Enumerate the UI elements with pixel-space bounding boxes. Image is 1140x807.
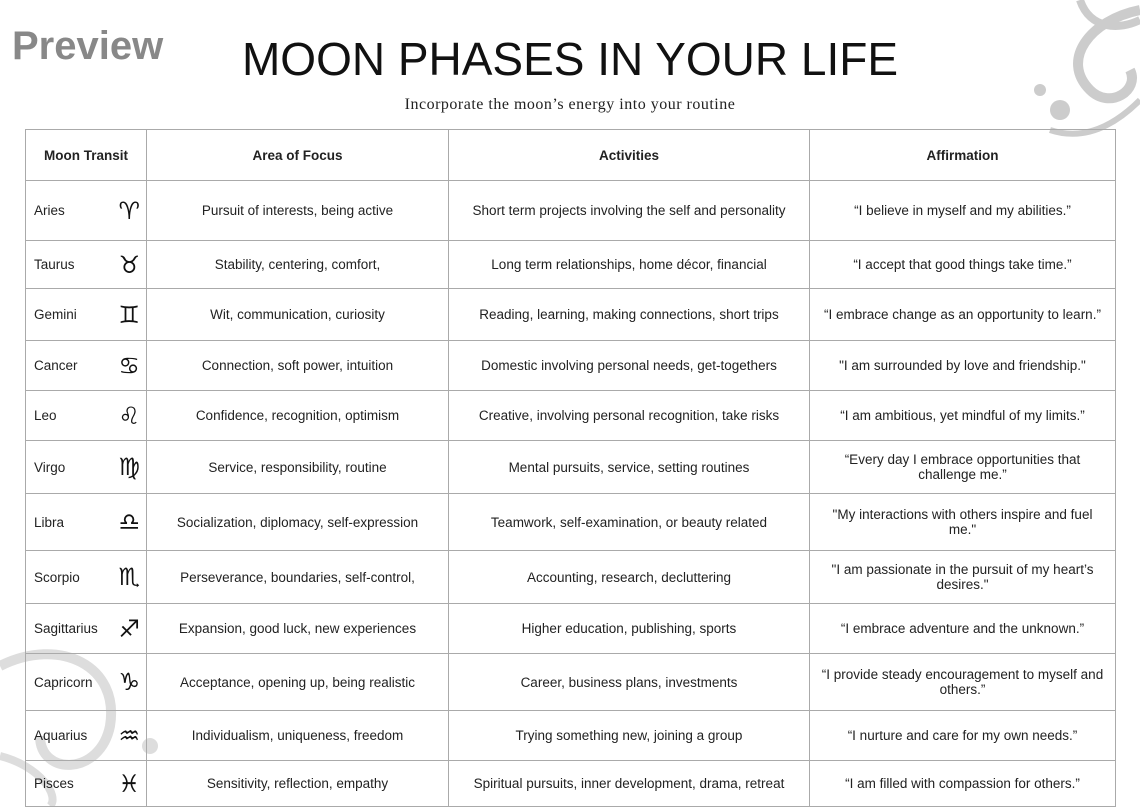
focus-cell: Stability, centering, comfort, [147, 241, 449, 289]
table-row [26, 494, 1116, 551]
activities-cell: Short term projects involving the self and personality [449, 181, 810, 241]
affirmation-cell: "I am passionate in the pursuit of my heart’s desires." [810, 551, 1116, 604]
header-area-of-focus: Area of Focus [147, 130, 449, 181]
sign-name: Capricorn [34, 674, 93, 690]
zodiac-aquarius-icon: ♒︎ [118, 721, 140, 750]
zodiac-aries-icon: ♈︎ [118, 196, 140, 225]
page-subtitle: Incorporate the moon’s energy into your routine [404, 96, 736, 113]
focus-cell: Socialization, diplomacy, self-expression [147, 494, 449, 551]
transit-cell [26, 494, 147, 551]
transit-cell [26, 604, 147, 654]
affirmation-cell: “I embrace change as an opportunity to learn.” [810, 289, 1116, 341]
focus-cell: Connection, soft power, intuition [147, 341, 449, 391]
transit-cell [26, 711, 147, 761]
header-affirmation: Affirmation [810, 130, 1116, 181]
focus-cell: Wit, communication, curiosity [147, 289, 449, 341]
table-row [26, 604, 1116, 654]
transit-cell-content [34, 770, 140, 798]
transit-cell-content [34, 301, 140, 329]
transit-cell [26, 391, 147, 441]
transit-cell [26, 654, 147, 711]
zodiac-virgo-icon: ♍︎ [118, 453, 140, 481]
zodiac-leo-icon: ♌︎ [118, 401, 140, 430]
transit-cell [26, 181, 147, 241]
focus-cell: Sensitivity, reflection, empathy [147, 761, 449, 807]
header-activities: Activities [449, 130, 810, 181]
affirmation-cell: “I nurture and care for my own needs.” [810, 711, 1116, 761]
activities-cell: Long term relationships, home décor, financial [449, 241, 810, 289]
transit-cell [26, 341, 147, 391]
zodiac-pisces-icon: ♓︎ [118, 769, 140, 798]
transit-cell [26, 761, 147, 807]
transit-cell-content [34, 668, 140, 696]
activities-cell: Mental pursuits, service, setting routines [449, 441, 810, 494]
focus-cell: Expansion, good luck, new experiences [147, 604, 449, 654]
affirmation-cell: “I accept that good things take time.” [810, 241, 1116, 289]
transit-cell [26, 241, 147, 289]
transit-cell-content [34, 563, 140, 591]
sign-name: Cancer [34, 358, 78, 373]
affirmation-cell: “I embrace adventure and the unknown.” [810, 604, 1116, 654]
affirmation-cell: “Every day I embrace opportunities that challenge me.” [810, 441, 1116, 494]
transit-cell-content [34, 722, 140, 750]
activities-cell: Teamwork, self-examination, or beauty related [449, 494, 810, 551]
table-row [26, 551, 1116, 604]
activities-cell: Trying something new, joining a group [449, 711, 810, 761]
activities-cell: Accounting, research, decluttering [449, 551, 810, 604]
affirmation-cell: "My interactions with others inspire and fuel me." [810, 494, 1116, 551]
zodiac-cancer-icon: ♋︎ [118, 351, 140, 380]
transit-cell [26, 441, 147, 494]
transit-cell-content [34, 352, 140, 380]
moon-transit-table [25, 129, 1116, 807]
table-row [26, 289, 1116, 341]
table-row [26, 391, 1116, 441]
transit-cell [26, 289, 147, 341]
activities-cell: Domestic involving personal needs, get-togethers [449, 341, 810, 391]
focus-cell: Individualism, uniqueness, freedom [147, 711, 449, 761]
transit-cell [26, 551, 147, 604]
transit-cell-content [34, 508, 140, 536]
activities-cell: Career, business plans, investments [449, 654, 810, 711]
zodiac-gemini-icon: ♊︎ [118, 300, 140, 329]
sign-name: Leo [34, 408, 57, 423]
sign-name: Libra [34, 514, 65, 530]
focus-cell: Service, responsibility, routine [147, 441, 449, 494]
sign-name: Aries [34, 203, 65, 218]
preview-watermark: Preview [12, 24, 164, 68]
transit-cell-content [34, 197, 140, 225]
table-row [26, 241, 1116, 289]
zodiac-capricorn-icon: ♑︎ [118, 668, 140, 696]
focus-cell: Pursuit of interests, being active [147, 181, 449, 241]
table-row [26, 441, 1116, 494]
activities-cell: Spiritual pursuits, inner development, drama, retreat [449, 761, 810, 807]
table-row [26, 654, 1116, 711]
sign-name: Gemini [34, 307, 77, 322]
sign-name: Aquarius [34, 728, 88, 743]
table-row [26, 341, 1116, 391]
affirmation-cell: “I provide steady encouragement to myself and others.” [810, 654, 1116, 711]
sign-name: Taurus [34, 257, 75, 272]
affirmation-cell: “I am filled with compassion for others.” [810, 761, 1116, 807]
focus-cell: Acceptance, opening up, being realistic [147, 654, 449, 711]
focus-cell: Confidence, recognition, optimism [147, 391, 449, 441]
affirmation-cell: "I am surrounded by love and friendship." [810, 341, 1116, 391]
zodiac-scorpio-icon: ♏︎ [118, 563, 140, 591]
zodiac-libra-icon: ♎︎ [118, 508, 140, 536]
transit-cell-content [34, 453, 140, 481]
activities-cell: Reading, learning, making connections, short trips [449, 289, 810, 341]
sign-name: Virgo [34, 459, 66, 475]
zodiac-taurus-icon: ♉︎ [118, 250, 140, 279]
transit-cell-content [34, 615, 140, 643]
table-row [26, 181, 1116, 241]
zodiac-sagittarius-icon: ♐︎ [118, 614, 140, 643]
sign-name: Scorpio [34, 569, 80, 585]
transit-cell-content [34, 251, 140, 279]
page-title: MOON PHASES IN YOUR LIFE [241, 33, 899, 85]
focus-cell: Perseverance, boundaries, self-control, [147, 551, 449, 604]
sign-name: Sagittarius [34, 621, 98, 636]
table-header-row [26, 130, 1116, 181]
affirmation-cell: “I am ambitious, yet mindful of my limits.” [810, 391, 1116, 441]
affirmation-cell: “I believe in myself and my abilities.” [810, 181, 1116, 241]
transit-cell-content [34, 402, 140, 430]
header-moon-transit: Moon Transit [26, 130, 147, 181]
sign-name: Pisces [34, 776, 74, 791]
table-row [26, 711, 1116, 761]
table-row [26, 761, 1116, 807]
activities-cell: Creative, involving personal recognition, take risks [449, 391, 810, 441]
activities-cell: Higher education, publishing, sports [449, 604, 810, 654]
